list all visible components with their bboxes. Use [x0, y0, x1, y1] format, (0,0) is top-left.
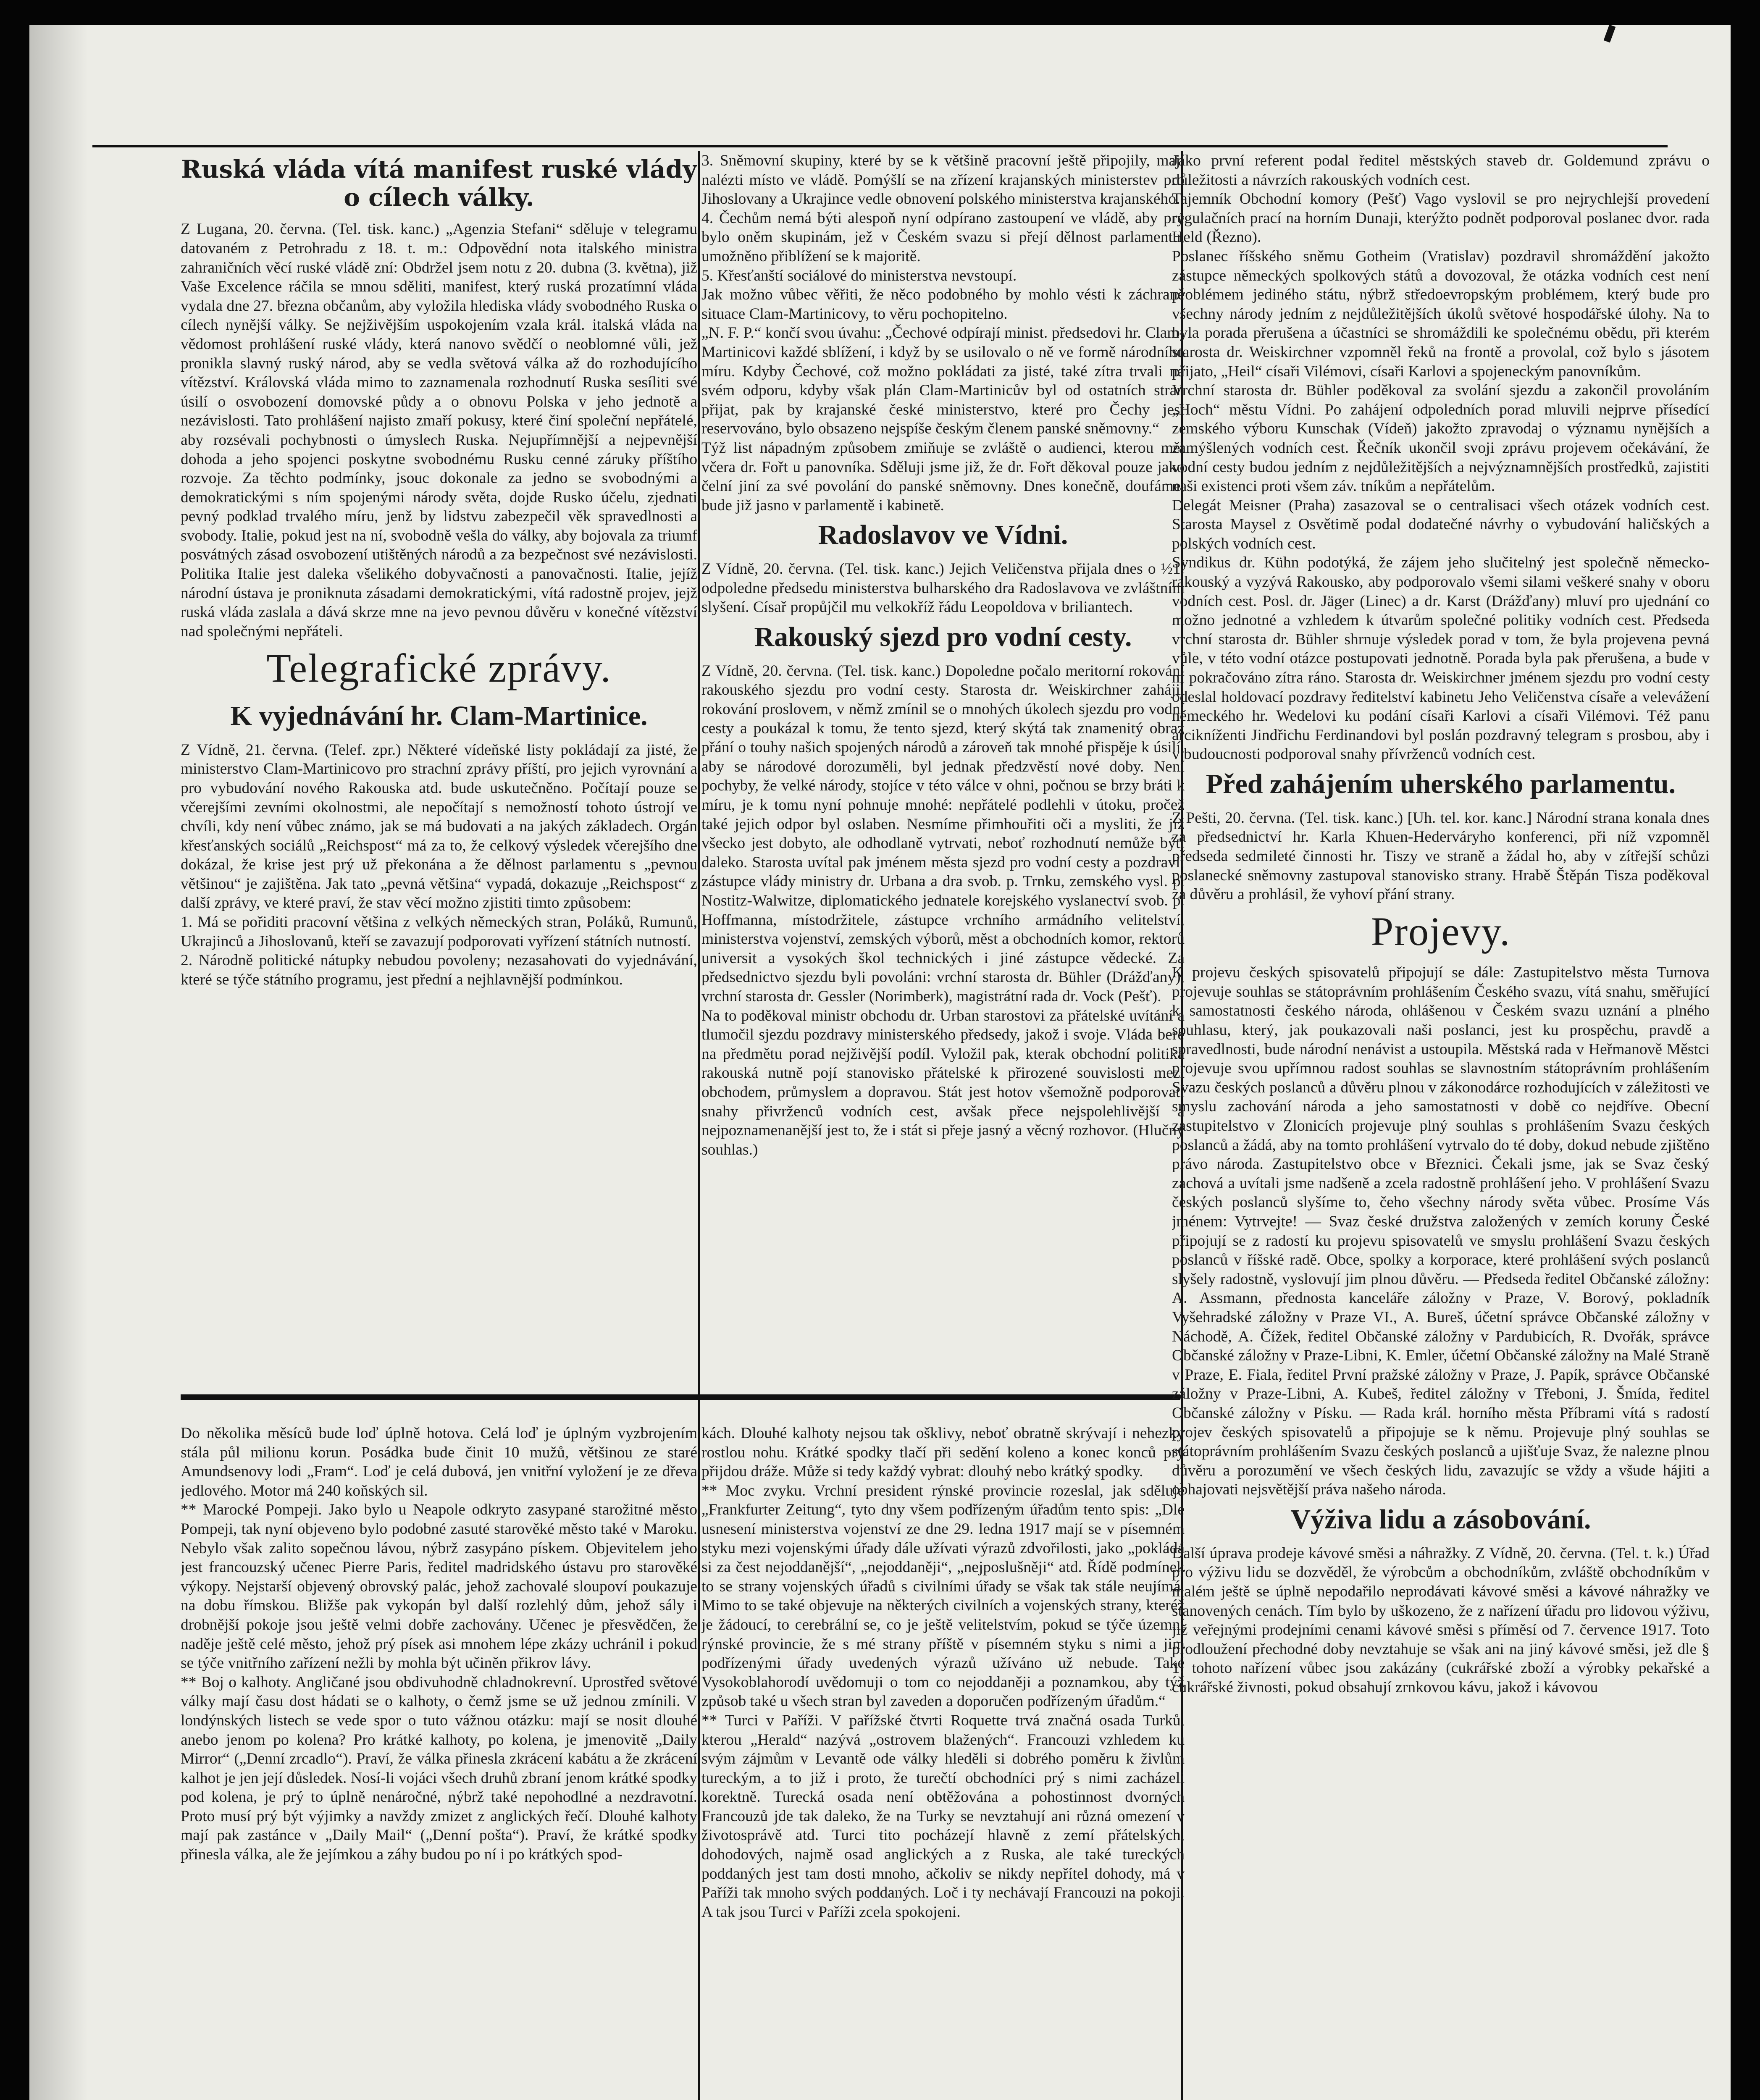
column-1 — [181, 151, 697, 1390]
article-food-supply: Další úprava prodeje kávové směsi a náhražky. Z Vídně, 20. června. (Tel. t. k.) Úřad pro výživu lidu se dozvěděl, že výrobcům a obchodníkům, zvláště obchodníkům v malém ještě se úplně nepodařilo neprodávati kávové směsi a kávové náhražky ve stanovených cenách. Tím bylo by uškozeno, že z nařízení úřadu pro lidovou výživu, již veřejnými prodejními cenami kávové směsi s příměsí od 7. července 1917. Toto prodloužení přechodné doby nevztahuje se však ani na jiný kávové směsi, jež dle § 1. tohoto nařízení vůbec jsou zakázány (cukrářské zboží a výrobky pekařské a cukrářské živnosti, pokud obsahují zrnkovou kávu, jakož i kávovou — [1172, 1544, 1710, 1696]
feuilleton-divider — [181, 1394, 1180, 1400]
feuilleton-column-1 — [181, 1424, 697, 2100]
feuilleton-text-1: Do několika měsíců bude loď úplně hotova. Celá loď je úplným vyzbrojením stála půl milionu korun. Posádka bude činit 10 mužů, většinou ze staré Amundsenovy lodi „Fram“. Loď je celá dubová, jen vnitřní vyložení je ze dřeva jedlového. Motor má 240 koňských sil. ** Marocké Pompeji. Jako bylo u Neapole odkryto zasypané starožitné město Pompeji, tak nyní objeveno bylo podobné zasuté starověké město také v Maroku. Nebylo však zalito sopečnou lávou, nýbrž zasypáno pískem. Objevitelem jeho jest francouzský učenec Pierre Paris, ředitel madridského ústavu pro starověké výkopy. Nejstarší objevený obrovský palác, jehož zachovalé sloupoví poukazuje na dobu římskou. Bližše pak vykopán byl další rozlehlý dům, jehož sály i drobnější pokoje jsou ještě velmi dobře zachovány. Učenec je přesvědčen, že naděje ještě celé město, jehož prý písek asi mnohem lépe zkázy uchránil i pokud se týče vnitřního zařízení nežli by mohla být učiněn přikrov lávy. ** Boj o kalhoty. Angličané jsou obdivuhodně chladnokrevní. Uprostřed světové války mají času dost hádati se o kalhoty, o čemž jsme se už jednou zmínili. V londýnských listech se vede spor o tuto vážnou otázku: mají se nosit dlouhé anebo jenom po kolena? Pro krátké kalhoty, po kolena, je jmenovitě „Daily Mirror“ („Denní zrcadlo“). Praví, že válka přinesla zkrácení kabátu a že zkrácení kalhot je jen její důsledek. Nosí-li vojáci všech druhů zbraní jenom krátké spodky pod kolena, je prý to úplně nenáročné, nýbrž také nepohodlné a nezdravotní. Proto musí prý být výjimky a navždy zmizet z anglických řečí. Dlouhé kalhoty mají pak zastánce v „Daily Mail“ („Denní pošta“). Praví, že krátké spodky přinesla válka, ale že jejímkou a záhy budou po ní i po krátkých spod- — [181, 1425, 697, 1864]
headline-waterways-congress: Rakouský sjezd pro vodní cesty. — [754, 621, 1132, 652]
headline-russian-note: Ruská vláda vítá manifest ruské vlády o cílech války. — [181, 155, 697, 212]
column-2 — [701, 151, 1185, 1390]
headline-clam-martinic: K vyjednávání hr. Clam-Martinice. — [230, 700, 648, 731]
section-projevy: Projevy. — [1371, 908, 1511, 954]
article-clam-martinic-continued: 3. Sněmovní skupiny, které by se k většině pracovní ještě připojily, mají nalézti místo ve vládě. Pomýšlí se na zřízení krajanských ministerstev pro Jihoslovany a Ukrajince vedle obnovení polského ministerstva krajanského. 4. Čechům nemá býti alespoň nyní odpírano zastoupení ve vládě, aby prý bylo oněm skupinám, jež v Českém svazu si přejí dělnost parlamentu, umožněno přiblížení se k majoritě. 5. Křesťanští sociálové do ministerstva nevstoupí. Jak možno vůbec věřiti, že něco podobného by mohlo vésti k záchraně situace Clam-Martinicovy, to věru pochopitelno. „N. F. P.“ končí svou úvahu: „Čechové odpírají minist. předsedovi hr. Clam-Martinicovi každé sblížení, i když by se usilovalo o ně ve formě národního míru. Kdyby Čechové, což možno pokládati za jisté, také zítra trvali na svém odporu, kdyby však plán Clam-Martinicův byl od ostatních stran přijat, pak by krajanské české ministerstvo, které pro Čechy jest reservováno, bylo obsazeno nejspíše českým členem panské sněmovny.“ Týž list nápadným způsobem zmiňuje se zvláště o audienci, kterou měl včera dr. Fořt u panovníka. Sděluji jsme již, že dr. Fořt děkoval pouze jako čelní jiní za své povolání do panské sněmovny. Dnes konečně, doufáme, bude již jasno v parlamentě i kabinetě. — [701, 152, 1185, 514]
article-projevy: K projevu českých spisovatelů připojují se dále: Zastupitelstvo města Turnova projevuje souhlas se státoprávním prohlášením Českého svazu, vítá snahu, směřující k samostatnosti českého národa, ohlášenou v Českém svazu uznání a plného souhlasu, který, jak poukazovali naši poslanci, jest ku prospěchu, pravdě a spravedlnosti, bude národní nenávist a ustoupila. Městská rada v Heřmanově Městci projevuje svou upřímnou radost souhlas se slavnostním státoprávním prohlášením Svazu českých poslanců a důvěru plnou v zákonodárce rozhodujících v záležitosti ve smyslu zachování národa a jeho samostatnosti v době co nejdříve. Obecní zastupitelstvo v Zlonicích projevuje plný souhlas s prohlášením Svazu českých poslanců a žádá, aby na tomto prohlášení vytrvalo do té doby, dokud nebude zjištěno právo národa. Zastupitelstvo obce v Březnici. Čekali jsme, jak se Svaz český zachová a uvítali jsme nadšeně a zcela radostně prohlášení jeho. V prohlášení Svazu českých poslanců slyšíme to, čeho všechny národy světa vůbec. Prosíme Vás jménem: Vytrvejte! — Svaz české družstva založených v zemích koruny České připojují se z radostí ku projevu spisovatelů ve smyslu prohlášení Svazu českých poslanců v říšské radě. Obce, spolky a korporace, které prohlášení svých poslanců slyšely radostně, vyslovují jim plnou důvěru. — Předseda ředitel Občanské záložny: A. Assmann, přednosta kanceláře záložny v Praze, V. Borový, pokladník Vyšehradské záložny v Praze VI., A. Bureš, účetní správce Občanské záložny v Náchodě, A. Čížek, ředitel Občanské záložny v Pardubicích, R. Dvořák, správce Občanské záložny v Praze-Libni, K. Emler, účetní Občanské záložny na Malé Straně v Praze, E. Fiala, ředitel První pražské záložny v Praze, J. Papík, správce Občanské záložny v Praze-Libni, A. Kubeš, ředitel záložny v Třeboni, J. Šmída, ředitel Občanské záložny v Písku. — Rada král. horního města Příbrami vítá s radostí projev českých spisovatelů a připojuje se k němu. Projevuje plný souhlas se státoprávním prohlášením Svazu českých poslanců a ujišťuje Svaz, že nalezne plnou důvěru a porozumění ve všech českých lidu, zavazujíc se vždy a všude hájiti a obhajovati nejsvětější práva našeho národa. — [1172, 964, 1710, 1499]
feuilleton-text-2: kách. Dlouhé kalhoty nejsou tak ošklivy, neboť obratně skrývají i nehezky rostlou nohu. Krátké spodky tlačí při sedění koleno a konec konců prý přijdou dráže. Může si tedy každý vybrat: dlouhý nebo krátký spodky. ** Moc zvyku. Vrchní president rýnské provincie rozeslal, jak sděluje „Frankfurter Zeitung“, tyto dny všem podřízeným úřadům tento spis: „Dle usnesení ministerstva vojenství ze dne 29. ledna 1917 mají se v písemném styku mezi vojenskými úřady dále užívati výrazů zdvořilosti, jako „pokládá si za čest nejoddanější“, „nejoddaněji“, „nejposlušněji“ atd. Řídě podmínek to se strany vojenských úřadů s civilními úřady se však tak stále neujímá. Mimo to se také objevuje na některých civilních a vojenských strany, kteréž je žádoucí, to cerebrální se, co je ještě velitelstvím, pokud se týče územní rýnské provincie, že s mé strany příště v písemném styku s nimi a jim podřízenými úřady uvedených výrazů užíváno už nebude. Také Vysokoblahorodí uvědomuji o tom co nejoddaněji a poznamkou, aby týž způsob také u všech stran byl zaveden a doporučen podřízeným úřadům.“ ** Turci v Paříži. V pařížské čtvrti Roquette trvá značná osada Turků, kterou „Herald“ nazývá „ostrovem blažených“. Francouzi vzhledem ku svým zájmům v Levantě ode války hleděli si dobrého poměru k živlům tureckým, a to již i proto, že turečtí obchodníci prý s nimi zacházeli korektně. Turecká osada není obtěžována a pohostinnost dvorných Francouzů jde tak daleko, že na Turky se nevztahují ani různá omezení v životosprávě atd. Turci tito pocházejí hlavně z zemí přátelských, dohodových, najmě osad anglických a z Ruska, ale také tureckých poddaných jest tam dosti mnoho, ačkoliv se nikdy nepřítel dohody, má v Paříži tak mnoho svých poddaných. Loč i ty nechávají Francouzi na pokoji. A tak jsou Turci v Paříži zcela spokojeni. — [701, 1425, 1185, 1921]
headline-food-supply: Výživa lidu a zásobování. — [1290, 1504, 1591, 1535]
article-radoslavov: Z Vídně, 20. června. (Tel. tisk. kanc.) Jejich Veličenstva přijala dnes o ½1. odpoledne předsedu ministerstva bulharského dra Radoslavova ve zvláštním slyšení. Císař propůjčil mu velkokříž řádu Leopoldova v briliantech. — [701, 560, 1185, 616]
column-3 — [1172, 151, 1710, 2100]
article-hungarian-parliament: Z Pešti, 20. června. (Tel. tisk. kanc.) [Uh. tel. kor. kanc.] Národní strana konala dnes za předsednictví hr. Karla Khuen-Hederváryho konferenci, při níž vzpomněl předseda sedmileté činnosti hr. Tiszy ve straně a žádal ho, aby v zítřejší schůzi poslanecké sněmovny zastupoval stanovisko strany. Hrabě Štěpán Tisza poděkoval za důvěru a prohlásil, že vyhoví přání strany. — [1172, 809, 1710, 903]
section-telegraph-news: Telegrafické zprávy. — [266, 646, 612, 691]
newspaper-page — [29, 25, 1731, 2100]
article-clam-martinic: Z Vídně, 21. června. (Telef. zpr.) Některé vídeňské listy pokládají za jisté, že ministerstvo Clam-Martinicovo pro strachní zprávy příští, pro jejich vyrovnání a pro vybudování nového Rakouska atd. bude uskutečněno. Počítají pouze se včerejšími zevními okolnostmi, ale nepočítají s nemožností tohoto ústrojí ve chvíli, kdy není vůbec známo, jak se má budovati a na jakých základech. Orgán křesťanských sociálů „Reichspost“ má za to, že celkový výsledek včerejšího dne dokázal, že krise jest prý už překonána a že dělnost parlamentu s „pevnou většinou“ je zajištěna. Jak tato „pevná většina“ vypadá, dokazuje „Reichspost“ z další zprávy, ve které praví, že stav věcí možno zjistiti timto způsobem: 1. Má se pořiditi pracovní většina z velkých německých stran, Poláků, Rumunů, Ukrajinců a Jihoslovanů, kteří se zavazují podporovati vyřízení státních nutností. 2. Národně politické nátupky nebudou povoleny; nezasahovati do vyjednávání, které se týče státního programu, jest přední a nejhlavnější podmínkou. — [181, 741, 697, 988]
article-waterways-congress: Z Vídně, 20. června. (Tel. tisk. kanc.) Dopoledne počalo meritorní rokování rakouského sjezdu pro vodní cesty. Starosta dr. Weiskirchner zahájil rokování proslovem, v němž zmínil se o mnohých úkolech sjezdu pro vodní cesty a poukázal k tomu, že tento sjezd, který skýtá tak znamenitý obraz přání o touhy našich spojených národů a zároveň tak mnohé přispěje k úsilí, aby se národové dorozuměli, byl jednak předzvěstí nové doby. Není pochyby, že velké národy, stojíce v této válce v ohni, počnou se brzy bráti k míru, je k tomu nyní pohnuje mnohé: nepřátelé podlehli v útoku, pročež také jejich odpor byl oslaben. Nesmíme přimhouřiti oči a mysliti, že již všecko jest dobyto, ale odhodlaně vytrvati, neboť rozhodnutí nemůže býti daleko. Starosta uvítal pak jménem města sjezd pro vodní cesty a pozdravil zástupce vlády ministry dr. Urbana a dra svob. p. Trnku, zemského vysl. p. Nostitz-Walwitze, diplomatického jednatele korejského vyslanectví svob. p. Hoffmanna, místodržitele, zástupce vrchního armádního velitelství, ministerstva vojenství, zemských výborů, měst a obchodních komor, rektorů universit a vysokých škol technických i jiné zástupce vědecké. Za předsednictvo sjezdu byli povoláni: vrchní starosta dr. Bühler (Drážďany), vrchní starosta dr. Gessler (Norimberk), magistrátní rada dr. Vock (Pešť). Na to poděkoval ministr obchodu dr. Urban starostovi za přátelské uvítání a tlumočil sjezdu pozdravy ministerského předsedy, jakož i svoje. Vláda bere na předmětu porad nejživější podíl. Vyložil pak, kterak obchodní politika rakouská nutně pojí stanovisko přátelské k přirozené souvislosti mezi obchodem, průmyslem a dopravou. Stát jest hotov všemožně podporovati snahy přivrženců vodních cest, avšak přece nejspolehlivější a nejpoznamenanější jest to, že i stát si přeje jasný a věcný rozhovor. (Hlučný souhlas.) — [701, 662, 1185, 1158]
column-divider-1 — [698, 151, 700, 2100]
scan-edge-shadow — [29, 25, 88, 2100]
top-rule — [92, 145, 1668, 147]
headline-hungarian-parliament: Před zahájením uherského parlamentu. — [1206, 769, 1676, 799]
corner-mark — [1604, 25, 1616, 43]
headline-radoslavov: Radoslavov ve Vídni. — [818, 520, 1068, 551]
article-russian-note: Z Lugana, 20. června. (Tel. tisk. kanc.) „Agenzia Stefani“ sděluje v telegramu datovaném z Petrohradu z 18. t. m.: Odpovědní nota italského ministra zahraničních věcí ruské vládě zní: Obdržel jsem notu z 20. dubna (3. května), již Vaše Excelence ráčila se mnou sděliti, manifest, který ruská prozatímní vláda vydala dne 27. března občanům, aby vyložila hlediska vlády svobodného Ruska o cílech nynější války. Se nejživějším uspokojením vzala král. italská vláda na vědomost prohlášení ruské vlády, která nanovo svědčí o neoblomné vůli, jež pronikla slavný ruský národ, aby se vedla světová válka až do rozhodujícího vítězství. Královská vláda mimo to zaznamenala rozhodnutí Ruska sesíliti své úsilí o osvobození domovské půdy a o obnovu Polska v jeho jednotě a nezávislosti. Tato prohlášení najisto zmaří pokusy, které činí společní nepřátelé, aby rozsévali pochybnosti o úmyslech Ruska. Nejupřímnější a nejpevnější dohoda a jeho spojenci poskytne svobodnému Rusku cenné záruky příštího rozvoje. Za těchto podmínky, jsouc dokonale za jedno se svobodnými a demokratickými s ním spojenými národy světa, dojde Rusko účelu, zjednati pevný podklad trvalého míru, jenž by lidstvu zabezpečil věk spravedlnosti a svobody. Italie, pokud jest na ní, svobodně vešla do války, aby bojovala za triumf posvátných zásad osvobození utištěných národů a za bezpečnost své nezávislosti. Politika Italie jest daleka všelikého dobyvačnosti a panovačnosti. Italie, jejíž národní ústava je proniknuta zásadami demokratickými, vítá radostně projev, jejž ruská vláda zaslala a dává skrze mne na jevo pevnou důvěru v konečné vítězství nad společnými nepřáteli. — [181, 220, 697, 640]
feuilleton-column-2 — [701, 1424, 1185, 2100]
article-waterways-continued: Jako první referent podal ředitel městských staveb dr. Goldemund zprávu o důležitosti a návrzích rakouských vodních cest. Tajemník Obchodní komory (Pešť) Vago vyslovil se pro nejrychlejší provedení regulačních prací na horním Dunaji, kterýžto podnět podporoval poslanec dvor. rada Held (Řezno). Poslanec říšského sněmu Gotheim (Vratislav) pozdravil shromáždění jakožto zástupce německých spolkových států a dovozoval, že otázka vodních cest není problémem jediného státu, nýbrž středoevropským problémem, který bude pro všechny národy jedním z nejdůležitějších úkolů světové hospodářské úlohy. Na to byla porada přerušena a účastníci se shromáždili ke společnému obědu, při kterém starosta dr. Weiskirchner vzpomněl řeků na frontě a provolal, což bylo s jásotem přijato, „Heil“ císaři Vilémovi, císaři Karlovi a spojeneckým panovníkům. Vrchní starosta dr. Bühler poděkoval za svolání sjezdu a zakončil provoláním „Hoch“ městu Vídni. Po zahájení odpoledních porad mluvili nejprve přísedící zemského výboru Kunschak (Vídeň) jakožto zpravodaj o významu nynějších a zamýšlených vodních cest. Řečník ukončil svoji zprávu projevem očekávání, že vodní cesty budou jedním z nejdůležitějších a nejvýznamnějších prostředků, zajistiti naši existenci proti všem záv. tníkům a nepřátelům. Delegát Meisner (Praha) zasazoval se o centralisaci všech otázek vodních cest. Starosta Maysel z Osvětimě podal dodatečné návrhy o vybudování haličských a polských vodních cest. Syndikus dr. Kühn podotýká, že zájem jeho slučitelný jest společně německo-rakouský a vyzývá Rakousko, aby podporovalo všemi silami veškeré snahy v oboru vodních cest. Posl. dr. Jäger (Linec) a dr. Karst (Drážďany) mluví pro ujednání co možno jednotné a vzhledem k útvarům společné politiky vodních cest. Předseda vrchní starosta dr. Bühler shrnuje výsledek porad v tom, že byla projevena pevná vůle, v této vodní otázce postupovati jednotně. Porada byla pak přerušena, a bude v ní pokračováno zítra ráno. Starosta dr. Weiskirchner jménem sjezdu pro vodní cesty odeslal holdovací pozdravy ředitelství kabinetu Jeho Veličenstva císaře a velevážení německého hr. Wedelovi ku podání císaři Karlovi a císaři Vilémovi. Též panu arcikníženti Jindřichu Ferdinandovi byl poslán pozdravný telegram s prosbou, aby i v budoucnosti podporoval snahy přívrženců vodních cest. — [1172, 152, 1710, 763]
